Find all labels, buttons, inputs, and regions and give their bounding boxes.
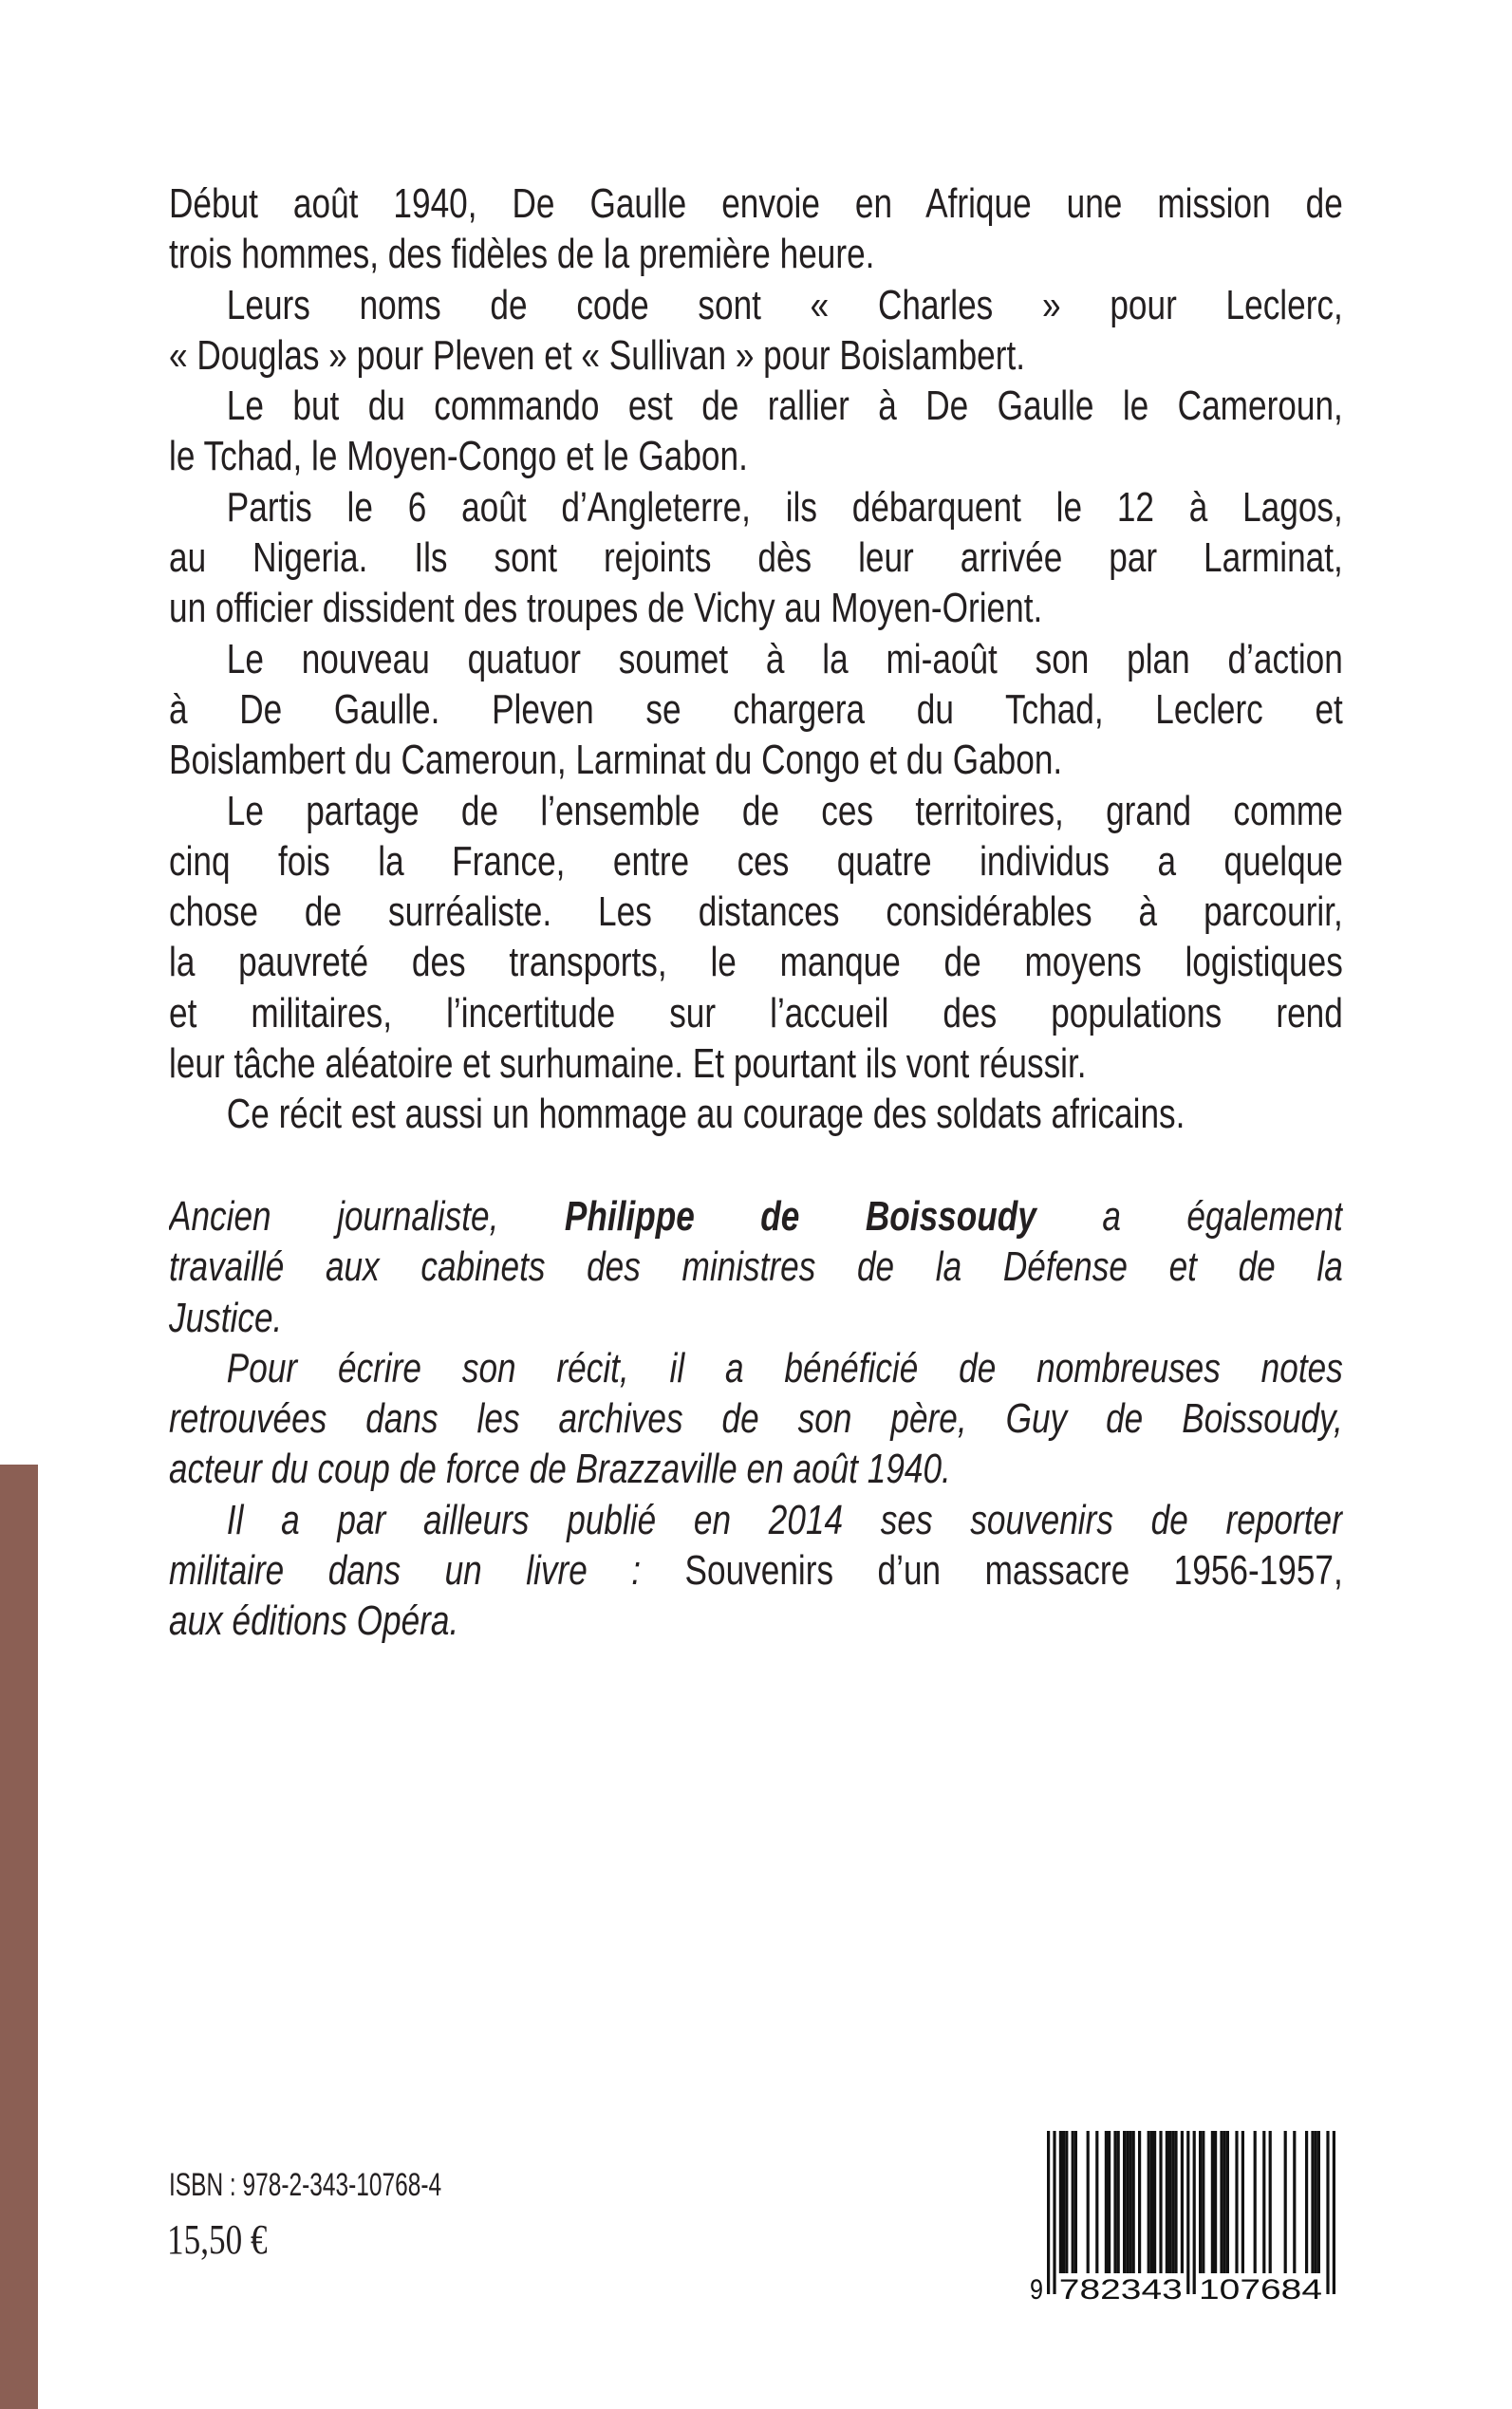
barcode-bar	[1062, 2131, 1065, 2273]
text-segment: au Nigeria. Ils sont rejoints dès leur arrivée par Larminat,	[169, 534, 1343, 582]
barcode-bar	[1284, 2131, 1287, 2273]
barcode-bar	[1269, 2131, 1272, 2273]
barcode-bar	[1202, 2131, 1204, 2273]
barcode-bar	[1174, 2131, 1177, 2273]
text-line	[169, 634, 1343, 684]
text-line	[169, 280, 1343, 330]
barcode-bar	[1095, 2131, 1098, 2273]
text-segment: le Tchad, le Moyen-Congo et le Gabon.	[169, 433, 748, 480]
text-segment: travaillé aux cabinets des ministres de la Défense et de la	[169, 1243, 1343, 1291]
text-line	[169, 1596, 1343, 1646]
barcode-digit-first: 9	[1030, 2274, 1043, 2302]
barcode-bar	[1171, 2131, 1174, 2273]
author-name: Philippe de Boissoudy	[564, 1193, 1036, 1240]
barcode-bar	[1159, 2131, 1162, 2273]
barcode-bar	[1053, 2131, 1055, 2294]
barcode-bar	[1108, 2131, 1111, 2273]
ean13-barcode	[1030, 2126, 1353, 2302]
barcode-bar	[1065, 2131, 1068, 2273]
text-line	[169, 887, 1343, 937]
text-line	[169, 1038, 1343, 1089]
barcode-bar	[1220, 2131, 1223, 2273]
barcode-bar	[1226, 2131, 1229, 2273]
cover-color-strip	[0, 1465, 38, 2409]
text-line	[169, 937, 1343, 987]
barcode-bar	[1105, 2131, 1108, 2273]
text-line	[169, 1242, 1343, 1292]
barcode-bar	[1262, 2131, 1265, 2273]
text-line	[169, 1545, 1343, 1596]
text-line	[169, 229, 1343, 279]
barcode-bar	[1059, 2131, 1062, 2273]
text-line	[169, 988, 1343, 1038]
text-line	[169, 178, 1343, 229]
text-segment: Début août 1940, De Gaulle envoie en Afrique une mission de	[169, 180, 1343, 227]
barcode-digits-left: 782343	[1058, 2274, 1183, 2302]
barcode-bar	[1126, 2131, 1129, 2273]
barcode-bar	[1074, 2131, 1077, 2273]
author-bio	[169, 1191, 1343, 1647]
text-segment: Le partage de l’ensemble de ces territoires, grand comme	[226, 787, 1343, 834]
barcode-bar	[1254, 2131, 1257, 2273]
text-segment: la pauvreté des transports, le manque de moyens logistiques	[169, 939, 1343, 986]
isbn-label: ISBN : 978-2-343-10768-4	[169, 2167, 442, 2203]
book-summary	[169, 178, 1343, 1140]
text-line	[169, 786, 1343, 836]
barcode-bar	[1214, 2131, 1217, 2273]
text-line	[169, 735, 1343, 785]
barcode-bar	[1305, 2131, 1308, 2273]
barcode-bar	[1047, 2131, 1050, 2294]
barcode-bar	[1153, 2131, 1156, 2273]
text-segment: trois hommes, des fidèles de la première heure.	[169, 231, 875, 278]
barcode-bar	[1293, 2131, 1296, 2273]
barcode-bar	[1311, 2131, 1314, 2273]
barcode-bar	[1241, 2131, 1244, 2273]
text-segment: à De Gaulle. Pleven se chargera du Tchad, Leclerc et	[169, 685, 1343, 733]
text-line	[169, 583, 1343, 633]
barcode-bar	[1166, 2131, 1168, 2273]
text-line	[169, 836, 1343, 887]
barcode-bar	[1072, 2131, 1074, 2273]
text-segment: leur tâche aléatoire et surhumaine. Et pourtant ils vont réussir.	[169, 1040, 1087, 1088]
text-segment: Justice.	[169, 1294, 283, 1341]
text-segment: Le but du commando est de rallier à De Gaulle le Cameroun,	[226, 383, 1343, 430]
text-segment: aux éditions Opéra.	[169, 1597, 459, 1645]
text-line	[169, 684, 1343, 735]
text-line	[169, 431, 1343, 481]
text-segment: Le nouveau quatuor soumet à la mi-août son plan d’action	[226, 635, 1343, 682]
text-line	[169, 532, 1343, 583]
barcode-bar	[1168, 2131, 1171, 2273]
text-segment: « Douglas » pour Pleven et « Sullivan » pour Boislambert.	[169, 331, 1026, 379]
text-segment: retrouvées dans les archives de son père, Guy de Boissoudy,	[169, 1395, 1343, 1443]
barcode-bar	[1199, 2131, 1202, 2273]
barcode-bar	[1148, 2131, 1150, 2273]
barcode-bar	[1117, 2131, 1120, 2273]
barcode-bar	[1150, 2131, 1153, 2273]
barcode-bar	[1087, 2131, 1090, 2273]
text-segment: Boislambert du Cameroun, Larminat du Congo et du Gabon.	[169, 737, 1063, 784]
barcode-bar	[1211, 2131, 1214, 2273]
barcode-bar	[1193, 2131, 1196, 2294]
text-segment: Pour écrire son récit, il a bénéficié de nombreuses notes	[226, 1344, 1343, 1391]
text-line	[169, 1393, 1343, 1444]
text-line	[169, 1089, 1343, 1139]
barcode-bar	[1129, 2131, 1131, 2273]
text-segment: un officier dissident des troupes de Vichy au Moyen-Orient.	[169, 585, 1043, 632]
price-label: 15,50 €	[167, 2216, 268, 2263]
barcode-bar	[1315, 2131, 1317, 2273]
text-line	[169, 1495, 1343, 1545]
text-segment: Ancien journaliste,	[169, 1193, 565, 1240]
text-line	[169, 330, 1343, 381]
text-segment: militaire dans un livre :	[169, 1547, 685, 1595]
text-segment: Ce récit est aussi un hommage au courage des soldats africains.	[226, 1091, 1185, 1138]
text-segment: Il a par ailleurs publié en 2014 ses souvenirs de reporter	[226, 1496, 1343, 1543]
text-segment: a également	[1036, 1193, 1343, 1240]
barcode-bar	[1326, 2131, 1329, 2294]
text-segment: acteur du coup de force de Brazzaville en août 1940.	[169, 1446, 951, 1493]
text-line	[169, 1293, 1343, 1343]
barcode-bar	[1181, 2131, 1184, 2273]
text-segment: chose de surréaliste. Les distances considérables à parcourir,	[169, 888, 1343, 936]
text-line	[169, 1191, 1343, 1242]
barcode-bar	[1317, 2131, 1320, 2273]
barcode-digits-right: 107684	[1199, 2274, 1322, 2302]
text-line	[169, 1343, 1343, 1393]
book-title: Souvenirs d’un massacre 1956-1957,	[684, 1547, 1343, 1595]
text-segment: et militaires, l’incertitude sur l’accueil des populations rend	[169, 989, 1343, 1036]
text-segment: Leurs noms de code sont « Charles » pour Leclerc,	[226, 281, 1343, 328]
text-line	[169, 482, 1343, 532]
barcode-bar	[1113, 2131, 1116, 2273]
barcode-bar	[1235, 2131, 1238, 2273]
barcode-bar	[1186, 2131, 1189, 2294]
text-segment: cinq fois la France, entre ces quatre individus a quelque	[169, 837, 1343, 885]
text-segment: Partis le 6 août d’Angleterre, ils débarquent le 12 à Lagos,	[226, 483, 1343, 531]
text-line	[169, 1444, 1343, 1494]
text-line	[169, 381, 1343, 431]
barcode-bar	[1123, 2131, 1126, 2273]
barcode-bar	[1132, 2131, 1135, 2273]
barcode-bar	[1138, 2131, 1141, 2273]
barcode-bar	[1333, 2131, 1335, 2294]
barcode-bar	[1223, 2131, 1226, 2273]
